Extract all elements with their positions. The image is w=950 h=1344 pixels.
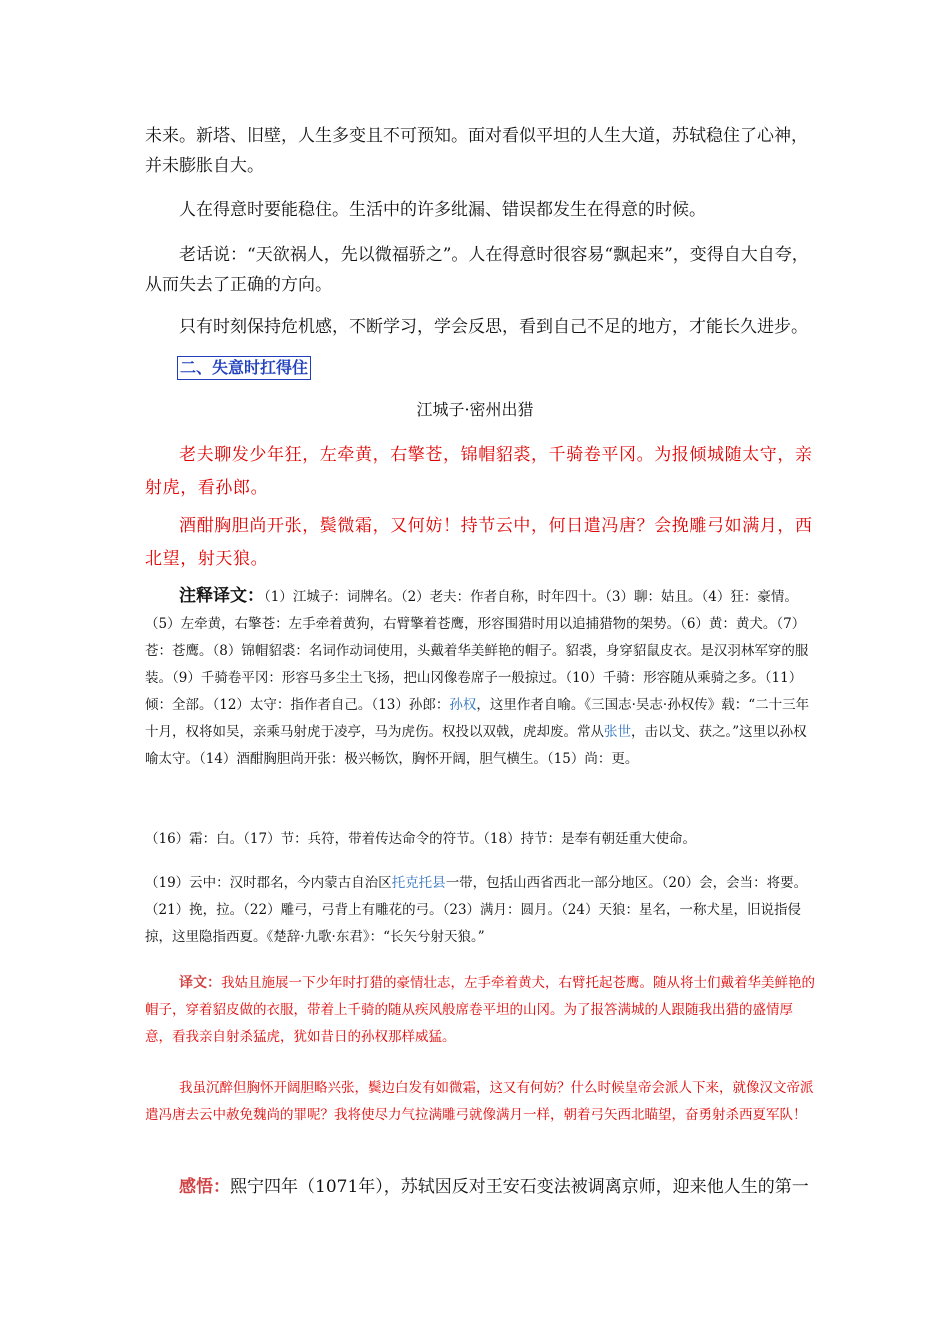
poem-title: 江城子·密州出猎 (416, 400, 534, 419)
ganwu-text: 熙宁四年（1071年），苏轼因反对王安石变法被调离京师，迎来他人生的第一 (230, 1177, 809, 1197)
notes-label: 注释译文： (179, 586, 264, 606)
notes-text-1c: ，击以戈、获之。”这里以孙权喻太守。（14）酒酣胸胆尚开张：极兴畅饮，胸怀开阔，胆气横生。（15）尚：更。 (145, 724, 807, 767)
translation-paragraph-1 (145, 970, 815, 1051)
intro-paragraph-3: 老话说：“天欲祸人，先以微福骄之”。人在得意时很容易“飘起来”，变得自大自夸，从而失去了正确的方向。 (145, 245, 809, 295)
link-tuoketuo[interactable]: 托克托县 (391, 875, 446, 891)
notes-block-3 (145, 870, 815, 951)
translation-label: 译文： (179, 975, 221, 991)
translation-paragraph-2: 我虽沉醉但胸怀开阔胆略兴张，鬓边白发有如微霜，这又有何妨？什么时候皇帝会派人下来，就像汉文帝派遣冯唐去云中赦免魏尚的罪呢？我将使尽力气拉满雕弓就像满月一样，朝着弓矢西北瞄望，奋勇射杀西夏军队！ (145, 1080, 814, 1123)
intro-paragraph-4: 只有时刻保持危机感，不断学习，学会反思，看到自己不足的地方，才能长久进步。 (179, 317, 808, 337)
poem-stanza-1: 老夫聊发少年狂，左牵黄，右擎苍，锦帽貂裘，千骑卷平冈。为报倾城随太守，亲射虎，看孙郎。 (145, 445, 813, 498)
ganwu-paragraph (145, 1172, 815, 1202)
ganwu-label: 感悟： (179, 1177, 230, 1197)
notes-block-2: （16）霜：白。（17）节：兵符，带着传达命令的符节。（18）持节：是奉有朝廷重大使命。 (145, 831, 697, 847)
notes-text-3a: （19）云中：汉时郡名，今内蒙古自治区 (145, 875, 392, 891)
link-zhangshi[interactable]: 张世 (604, 724, 631, 740)
poem-stanza-2: 酒酣胸胆尚开张，鬓微霜，又何妨！持节云中，何日遣冯唐？会挽雕弓如满月，西北望，射天狼。 (145, 516, 813, 569)
intro-paragraph-1: 未来。新塔、旧壁，人生多变且不可预知。面对看似平坦的人生大道，苏轼稳住了心神，并未膨胀自大。 (145, 126, 808, 176)
notes-block-1 (145, 583, 815, 773)
intro-paragraph-2: 人在得意时要能稳住。生活中的许多纰漏、错误都发生在得意的时候。 (179, 200, 706, 220)
notes-text-1b: ，这里作者自喻。《三国志·吴志·孙权传》载：“二十三年十月，权将如吴，亲乘马射虎于凌亭，马为虎伤。权投以双戟，虎却废。常从 (145, 697, 810, 740)
notes-text-1a: （1）江城子：词牌名。（2）老夫：作者自称，时年四十。（3）聊：姑且。（4）狂：豪情。（5）左牵黄，右擎苍：左手牵着黄狗，右臂擎着苍鹰，形容围猎时用以追捕猎物的架势。（6）黄：黄犬。（7）苍：苍鹰。（8）锦帽貂裘：名词作动词使用，头戴着华美鲜艳的帽子。貂裘，身穿貂鼠皮衣。是汉羽林军穿的服装。（9）千骑卷平冈：形容马多尘土飞扬，把山冈像卷席子一般掠过。（10）千骑：形容随从乘骑之多。（11）倾：全部。（12）太守：指作者自己。（13）孙郎： (145, 589, 809, 713)
translation-text-1: 我姑且施展一下少年时打猎的豪情壮志，左手牵着黄犬，右臂托起苍鹰。随从将士们戴着华美鲜艳的帽子，穿着貂皮做的衣服，带着上千骑的随从疾风般席卷平坦的山冈。为了报答满城的人跟随我出猎的盛情厚意，看我亲自射杀猛虎，犹如昔日的孙权那样威猛。 (145, 975, 815, 1045)
link-sunquan[interactable]: 孙权 (449, 697, 477, 713)
section-heading: 二、失意时扛得住 (177, 356, 311, 380)
notes-text-3b: 一带，包括山西省西北一部分地区。（20）会，会当：将要。（21）挽，拉。（22）雕弓，弓背上有雕花的弓。（23）满月：圆月。（24）天狼：星名，一称犬星，旧说指侵掠，这里隐指西夏。《楚辞·九歌·东君》：“长矢兮射天狼。” (145, 875, 808, 945)
